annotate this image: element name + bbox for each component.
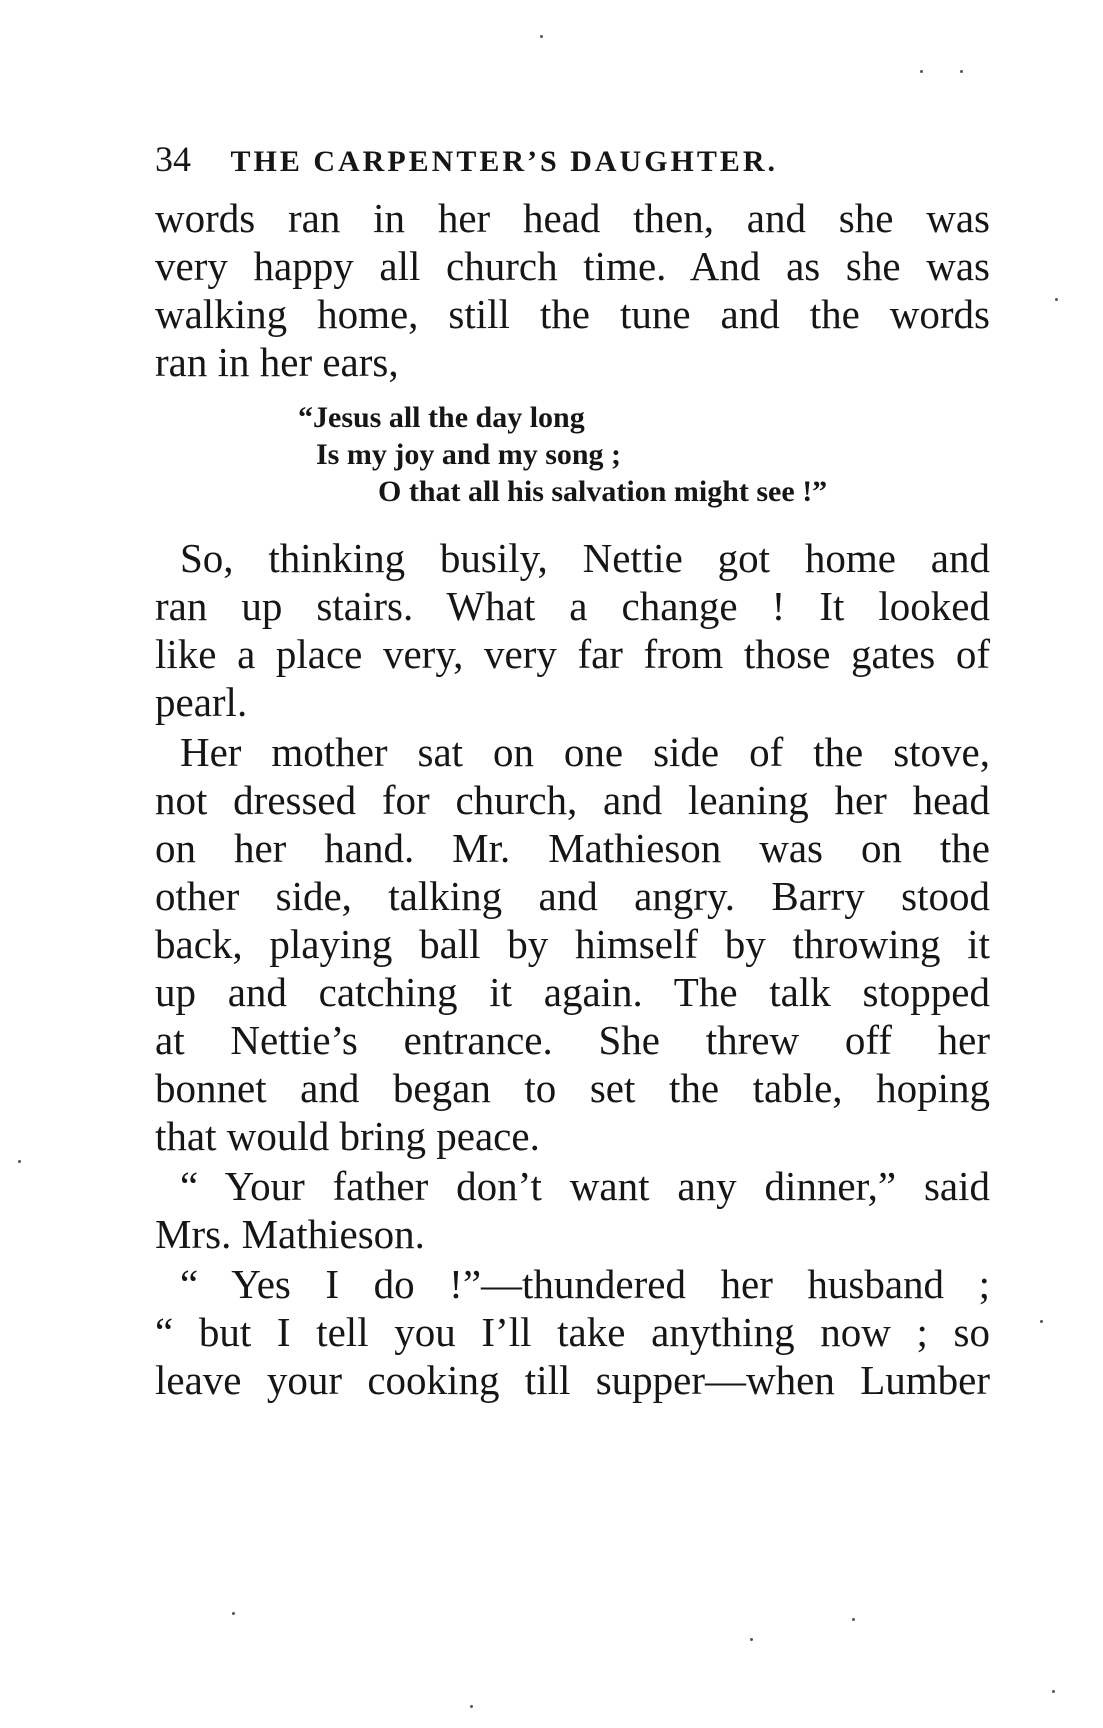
- text-line: on her hand. Mr. Mathieson was on the: [155, 825, 990, 871]
- scan-speck: [920, 70, 923, 73]
- text-line: “ Yes I do !”—thundered her husband ;: [180, 1261, 990, 1307]
- text-line: back, playing ball by himself by throwing it: [155, 921, 990, 967]
- text-line: ran in her ears,: [155, 339, 399, 385]
- verse-line: O that all his salvation might see !”: [378, 475, 828, 508]
- scan-speck: [1052, 1690, 1055, 1693]
- text-line: “ Your father don’t want any dinner,” said: [180, 1163, 990, 1209]
- page-header: [155, 138, 915, 188]
- scan-speck: [852, 1618, 855, 1621]
- verse-line: “Jesus all the day long: [298, 401, 585, 434]
- text-line: So, thinking busily, Nettie got home and: [180, 535, 990, 581]
- scan-speck: [1040, 1320, 1043, 1323]
- scan-speck: [232, 1612, 235, 1615]
- text-line: words ran in her head then, and she was: [155, 195, 990, 241]
- text-line: walking home, still the tune and the words: [155, 291, 990, 337]
- text-line: Her mother sat on one side of the stove,: [180, 729, 990, 775]
- verse-line: Is my joy and my song ;: [316, 438, 622, 471]
- scan-speck: [540, 35, 543, 38]
- text-line: that would bring peace.: [155, 1113, 540, 1159]
- text-line: very happy all church time. And as she was: [155, 243, 990, 289]
- text-line: at Nettie’s entrance. She threw off her: [155, 1017, 990, 1063]
- scan-speck: [18, 1160, 21, 1163]
- text-line: Mrs. Mathieson.: [155, 1211, 425, 1257]
- scan-speck: [960, 70, 963, 73]
- running-title: THE CARPENTER’S DAUGHTER.: [230, 145, 779, 178]
- scan-speck: [750, 1638, 753, 1641]
- text-line: leave your cooking till supper—when Lumber: [155, 1357, 990, 1403]
- text-line: not dressed for church, and leaning her head: [155, 777, 990, 823]
- text-line: up and catching it again. The talk stopped: [155, 969, 990, 1015]
- scan-speck: [470, 1705, 473, 1708]
- scan-speck: [1055, 298, 1058, 301]
- text-line: bonnet and began to set the table, hoping: [155, 1065, 990, 1111]
- text-line: like a place very, very far from those gates of: [155, 631, 990, 677]
- text-line: “ but I tell you I’ll take anything now ; so: [155, 1309, 990, 1355]
- text-line: pearl.: [155, 679, 248, 725]
- text-line: ran up stairs. What a change ! It looked: [155, 583, 990, 629]
- text-line: other side, talking and angry. Barry stood: [155, 873, 990, 919]
- page-number: 34: [155, 139, 191, 179]
